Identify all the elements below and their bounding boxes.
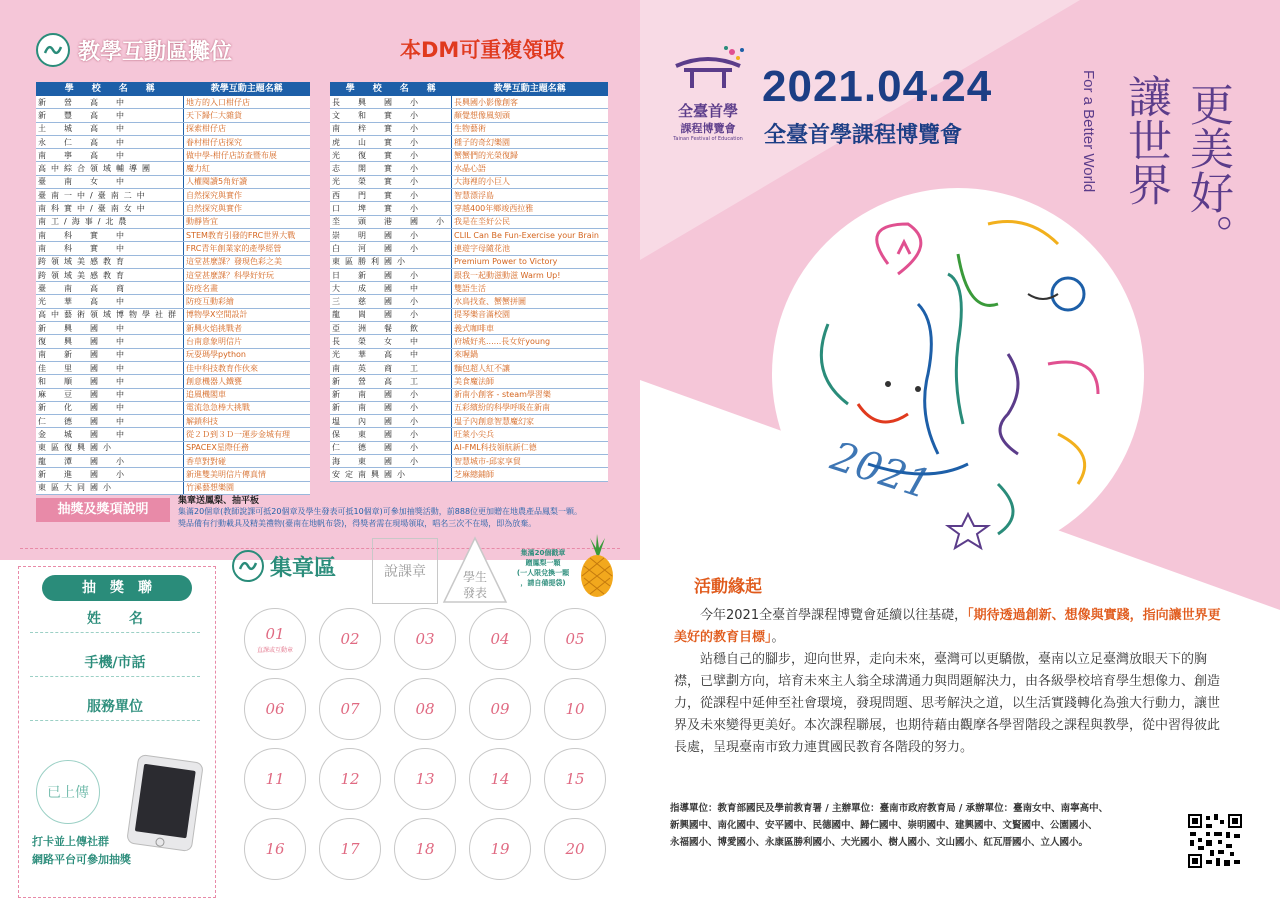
stamp-slot[interactable] xyxy=(244,608,306,670)
pineapple-note-3: (一人限兌換一顆 xyxy=(516,569,570,577)
theme-name: 防疫互動彩繪 xyxy=(184,295,311,308)
school-name: 長 榮 女 中 xyxy=(330,335,452,348)
stamp-number: 19 xyxy=(490,840,510,858)
theme-name: 五彩繽紛的科學呼吸在新南 xyxy=(452,401,609,414)
theme-name: 芝麻總鋪師 xyxy=(452,468,609,481)
stamp-number: 18 xyxy=(415,840,435,858)
theme-name: Premium Power to Victory xyxy=(452,255,609,268)
theme-name: 竹溪藝想樂園 xyxy=(184,481,311,494)
table-row xyxy=(330,162,608,175)
school-name: 文 和 實 小 xyxy=(330,109,452,122)
uploaded-stamp xyxy=(36,760,100,824)
stamp-slot[interactable] xyxy=(244,818,306,880)
school-name: 仁 德 國 中 xyxy=(36,415,184,428)
table-row xyxy=(36,361,310,374)
theme-name: SPACEX星際任務 xyxy=(184,441,311,454)
theme-name: 佳中科技教育作伙來 xyxy=(184,361,311,374)
school-name: 安定南興國小 xyxy=(330,468,452,481)
logo-line-1: 全臺首學 xyxy=(677,102,738,120)
origin-p1a: 今年2021全臺首學課程博覽會延續以往基礎， xyxy=(700,608,968,623)
school-table-right xyxy=(330,82,608,482)
theme-name: 自然探究與實作 xyxy=(184,202,311,215)
form-unit-underline[interactable] xyxy=(30,720,200,721)
lecture-stamp-box xyxy=(372,538,438,604)
col-theme-header: 教學互動主題名稱 xyxy=(184,82,311,96)
origin-title: 活動緣起 xyxy=(694,577,762,597)
origin-body xyxy=(674,605,1226,759)
uploaded-label: 已上傳 xyxy=(47,785,89,801)
stamp-number: 15 xyxy=(565,770,585,788)
theme-name: 動靜皆宜 xyxy=(184,215,311,228)
stamp-slot[interactable] xyxy=(544,608,606,670)
theme-name: 做中學-柑仔店訪查暨布展 xyxy=(184,149,311,162)
stamp-slot[interactable] xyxy=(244,678,306,740)
school-name: 新 興 國 中 xyxy=(36,322,184,335)
table-row xyxy=(36,268,310,281)
table-row xyxy=(36,308,310,321)
credits-line-1: 指導單位：教育部國民及學前教育署 / 主辦單位：臺南市政府教育局 / 承辦單位：臺南女中、南寧高中、 xyxy=(670,803,1109,814)
table-row xyxy=(36,96,310,109)
table-row xyxy=(36,415,310,428)
form-name-underline[interactable] xyxy=(30,632,200,633)
stamp-number: 20 xyxy=(565,840,585,858)
table-row xyxy=(330,175,608,188)
table-row xyxy=(36,175,310,188)
table-row xyxy=(36,122,310,135)
school-name: 志 開 實 小 xyxy=(330,162,452,175)
school-name: 南工/海事/北農 xyxy=(36,215,184,228)
theme-name: 從２Ｄ到３Ｄ一運步金城有理 xyxy=(184,428,311,441)
form-title: 抽 獎 聯 xyxy=(42,575,192,601)
theme-name: 大海裡的小巨人 xyxy=(452,175,609,188)
stamp-slot[interactable] xyxy=(244,748,306,810)
stamp-slot[interactable] xyxy=(469,608,531,670)
stamp-title-group xyxy=(232,550,336,582)
school-name: 高中藝術領域博物學社群 xyxy=(36,308,184,321)
theme-name: 防疫名畫 xyxy=(184,282,311,295)
theme-name: 水鳥找查、蟹蟹拼圖 xyxy=(452,295,609,308)
theme-name: 新進雙美明信片傳真情 xyxy=(184,468,311,481)
theme-name: 義式咖啡車 xyxy=(452,322,609,335)
school-name: 南 新 國 中 xyxy=(36,348,184,361)
table-row xyxy=(36,215,310,228)
school-name: 三 慈 國 小 xyxy=(330,295,452,308)
table-row xyxy=(330,388,608,401)
table-row xyxy=(36,202,310,215)
logo-en: Tainan Festival of Education xyxy=(673,136,743,142)
table-row xyxy=(36,455,310,468)
theme-name: 自然探究與實作 xyxy=(184,189,311,202)
event-name: 全臺首學課程博覽會 xyxy=(764,123,963,148)
world-illustration xyxy=(768,184,1148,564)
qr-code-icon[interactable] xyxy=(1186,812,1244,870)
table-row xyxy=(330,228,608,241)
table-row xyxy=(330,149,608,162)
theme-name: CLIL Can Be Fun-Exercise your Brain xyxy=(452,228,609,241)
table-row xyxy=(36,335,310,348)
stamp-number: 17 xyxy=(340,840,360,858)
school-name: 口 埤 實 小 xyxy=(330,202,452,215)
table-row xyxy=(330,441,608,454)
school-name: 跨領域美感教育 xyxy=(36,255,184,268)
table-row xyxy=(330,375,608,388)
theme-name: 來喔鍋 xyxy=(452,348,609,361)
theme-name: 香草對對碰 xyxy=(184,455,311,468)
school-name: 復 興 國 中 xyxy=(36,335,184,348)
school-name: 永 仁 高 中 xyxy=(36,135,184,148)
stamp-slot[interactable] xyxy=(394,608,456,670)
school-name: 臺 南 女 中 xyxy=(36,175,184,188)
theme-name: 旺萊小尖兵 xyxy=(452,428,609,441)
table-row xyxy=(330,268,608,281)
credits-line-3: 永福國小、博愛國小、永康區勝利國小、大光國小、樹人國小、文山國小、紅瓦厝國小、立人國小。 xyxy=(670,837,1089,848)
theme-name: 府城好兆......長女好young xyxy=(452,335,609,348)
table-row xyxy=(330,135,608,148)
stamp-sub-label: 直課或互動章 xyxy=(256,646,293,654)
school-name: 坔 頭 港 國 小 xyxy=(330,215,452,228)
school-name: 臺 南 高 商 xyxy=(36,282,184,295)
student-present-label-1: 學生 xyxy=(462,570,487,584)
school-name: 新 南 國 小 xyxy=(330,388,452,401)
school-name: 新 豐 高 中 xyxy=(36,109,184,122)
table-row xyxy=(36,388,310,401)
origin-p1b: 「期待透過創新、想像與實踐，指向讓世界更美好的教育目標」 xyxy=(674,608,1221,645)
school-name: 光 榮 實 小 xyxy=(330,175,452,188)
theme-name: 解鎖科技 xyxy=(184,415,311,428)
theme-name: 這堂甚麼課？發現色彩之美 xyxy=(184,255,311,268)
theme-name: 穿越400年鄉竣西拉雅 xyxy=(452,202,609,215)
table-row xyxy=(330,242,608,255)
theme-name: 提琴樂音滿校園 xyxy=(452,308,609,321)
school-name: 光 華 高 中 xyxy=(330,348,452,361)
stamp-slot[interactable] xyxy=(544,818,606,880)
school-name: 新 化 國 中 xyxy=(36,401,184,414)
theme-name: 博物學X空間設計 xyxy=(184,308,311,321)
theme-name: 玩耍瑪學python xyxy=(184,348,311,361)
stamp-slot[interactable] xyxy=(544,748,606,810)
col-school-header: 學 校 名 稱 xyxy=(36,82,184,96)
table-row xyxy=(36,348,310,361)
lottery-desc-1: 集滿20個章(教師說課可抵20個章及學生發表可抵10個章)可參加抽獎活動，前888位更加贈在地農產品鳳梨一顆。 xyxy=(178,507,583,516)
table-row xyxy=(36,242,310,255)
table-row xyxy=(36,468,310,481)
table-row xyxy=(330,415,608,428)
school-table-left xyxy=(36,82,310,495)
stamp-title: 集章區 xyxy=(270,555,337,581)
checkin-note-1: 打卡並上傳社群 xyxy=(32,835,109,848)
year-art: 2021 xyxy=(825,433,937,509)
stamp-slot[interactable] xyxy=(319,608,381,670)
school-name: 仁 德 國 小 xyxy=(330,441,452,454)
checkin-note-2: 網路平台可參加抽獎 xyxy=(32,853,131,866)
school-name: 臺南一中/臺南二中 xyxy=(36,189,184,202)
school-name: 新 南 國 小 xyxy=(330,401,452,414)
tablet-icon xyxy=(126,754,204,852)
school-name: 保 東 國 小 xyxy=(330,428,452,441)
lecture-stamp-label: 說課章 xyxy=(384,564,426,580)
logo-line-2: 課程博覽會 xyxy=(680,122,736,135)
table-row xyxy=(36,441,310,454)
table-row xyxy=(36,322,310,335)
theme-name: 地方的入口柑仔店 xyxy=(184,96,311,109)
pineapple-icon xyxy=(576,534,618,598)
theme-name: 蟹蟹們的光榮復歸 xyxy=(452,149,609,162)
school-name: 塭 內 國 小 xyxy=(330,415,452,428)
school-name: 土 城 高 中 xyxy=(36,122,184,135)
stamp-slot[interactable] xyxy=(319,748,381,810)
table-row xyxy=(330,348,608,361)
stamp-number: 02 xyxy=(340,630,360,648)
school-name: 南 寧 高 中 xyxy=(36,149,184,162)
student-present-label-2: 發表 xyxy=(462,586,487,600)
theme-name: 這堂甚麼課？科學好好玩 xyxy=(184,268,311,281)
stamp-number: 08 xyxy=(415,700,435,718)
school-name: 麻 豆 國 中 xyxy=(36,388,184,401)
theme-name: STEM教育引發的FRC世界大戰 xyxy=(184,228,311,241)
stamp-number: 03 xyxy=(415,630,435,648)
theme-name: 智慧城市-邱家享貿 xyxy=(452,455,609,468)
pineapple-note xyxy=(508,548,578,588)
theme-name: 天下歸仁大雜貨 xyxy=(184,109,311,122)
school-name: 西 門 實 小 xyxy=(330,189,452,202)
stamp-slot[interactable] xyxy=(319,818,381,880)
school-name: 崇 明 國 小 xyxy=(330,228,452,241)
table-row xyxy=(36,149,310,162)
table-row xyxy=(36,228,310,241)
stamp-number: 16 xyxy=(265,840,285,858)
school-name: 光 復 實 小 xyxy=(330,149,452,162)
lottery-title: 集章送鳳梨、抽平板 xyxy=(178,496,260,506)
stamp-slot[interactable] xyxy=(394,678,456,740)
table-row xyxy=(330,202,608,215)
theme-name: 雙語生活 xyxy=(452,282,609,295)
school-name: 龍 潭 國 小 xyxy=(36,455,184,468)
school-name: 南 梓 實 小 xyxy=(330,122,452,135)
table-row xyxy=(36,481,310,494)
table-row xyxy=(330,361,608,374)
col-school-header: 學 校 名 稱 xyxy=(330,82,452,96)
stamp-slot[interactable] xyxy=(394,818,456,880)
table-row xyxy=(36,401,310,414)
theme-name: 智慧漂浮島 xyxy=(452,189,609,202)
theme-name: 新南小創客 - steam學習樂 xyxy=(452,388,609,401)
theme-name: 新興火焰挑戰者 xyxy=(184,322,311,335)
table-row xyxy=(36,295,310,308)
theme-name: 台南意象明信片 xyxy=(184,335,311,348)
pineapple-note-2: 贈鳳梨一顆 xyxy=(525,559,561,567)
theme-name: 種子的奇幻樂園 xyxy=(452,135,609,148)
theme-name: 我是在坔好公民 xyxy=(452,215,609,228)
form-phone-label: 手機/市話 xyxy=(84,655,146,671)
school-name: 日 新 國 小 xyxy=(330,268,452,281)
school-name: 南 科 實 中 xyxy=(36,228,184,241)
stamp-number: 04 xyxy=(490,630,510,648)
section-title-group xyxy=(36,32,232,68)
table-row xyxy=(330,215,608,228)
lottery-tab: 抽獎及獎項說明 xyxy=(36,498,170,522)
table-row xyxy=(36,189,310,202)
table-row xyxy=(330,295,608,308)
event-date: 2021.04.24 xyxy=(762,62,993,111)
theme-name: 麵包超人紅不讓 xyxy=(452,361,609,374)
table-row xyxy=(330,109,608,122)
theme-name: 創意機器人鐵甕 xyxy=(184,375,311,388)
table-row xyxy=(330,96,608,109)
theme-name: 美食魔法師 xyxy=(452,375,609,388)
table-row xyxy=(330,189,608,202)
school-name: 新 營 高 工 xyxy=(330,375,452,388)
theme-name: 電流急急棒大挑戰 xyxy=(184,401,311,414)
school-name: 佳 里 國 中 xyxy=(36,361,184,374)
stamp-number: 14 xyxy=(490,770,510,788)
table-row xyxy=(330,122,608,135)
table-row xyxy=(36,255,310,268)
stamp-slot[interactable] xyxy=(469,678,531,740)
table-row xyxy=(330,255,608,268)
school-name: 東區復興國小 xyxy=(36,441,184,454)
school-name: 龍 崗 國 小 xyxy=(330,308,452,321)
table-row xyxy=(36,162,310,175)
table-row xyxy=(330,322,608,335)
lottery-desc-2: 獎品備有行動載具及精美禮物(臺南在地帆布袋)，得獎者需在現場領取，唱名三次不在場，即為放棄。 xyxy=(178,519,537,528)
theme-name: 人權閱讀5角好讀 xyxy=(184,175,311,188)
school-name: 光 華 高 中 xyxy=(36,295,184,308)
theme-name: 魔力紅 xyxy=(184,162,311,175)
stamp-slot[interactable] xyxy=(469,818,531,880)
table-row xyxy=(330,308,608,321)
stamp-slot[interactable] xyxy=(544,678,606,740)
school-name: 高中綜合領域輔導團 xyxy=(36,162,184,175)
pineapple-note-4: ，請自備提袋) xyxy=(520,579,566,587)
stamp-number: 06 xyxy=(265,700,285,718)
theme-name: 生物藝術 xyxy=(452,122,609,135)
interaction-logo-icon xyxy=(36,33,70,67)
school-name: 海 東 國 小 xyxy=(330,455,452,468)
table-row xyxy=(330,455,608,468)
slogan-col-1: 更美好。 xyxy=(1182,82,1233,258)
theme-name: 跟我一起動滋動滋 Warm Up! xyxy=(452,268,609,281)
theme-name: FRC青年創業家的產學經營 xyxy=(184,242,311,255)
theme-name: 眷村柑仔店探究 xyxy=(184,135,311,148)
table-row xyxy=(330,335,608,348)
table-row xyxy=(330,401,608,414)
stamp-slot[interactable] xyxy=(394,748,456,810)
origin-p1c: 。 xyxy=(771,630,785,645)
theme-name: 追風機閣車 xyxy=(184,388,311,401)
slogan-col-2: 讓世界 xyxy=(1120,74,1171,206)
reuse-note: 本DM可重複領取 xyxy=(400,38,565,62)
theme-name: 水晶心語 xyxy=(452,162,609,175)
theme-name: 連遊字母隨花池 xyxy=(452,242,609,255)
school-name: 大 成 國 中 xyxy=(330,282,452,295)
table-row xyxy=(36,282,310,295)
stamp-number: 09 xyxy=(490,700,510,718)
stamp-number: 05 xyxy=(565,630,585,648)
credits-line-2: 新興國中、南化國中、安平國中、民德國中、歸仁國中、崇明國中、建興國中、文賢國中、公園國小、 xyxy=(670,820,1098,831)
form-unit-label: 服務單位 xyxy=(87,699,143,715)
stamp-number: 10 xyxy=(565,700,585,718)
pineapple-note-1: 集滿20個戳章 xyxy=(520,549,566,557)
theme-name: 探索柑仔店 xyxy=(184,122,311,135)
school-name: 長 興 國 小 xyxy=(330,96,452,109)
school-name: 白 河 國 小 xyxy=(330,242,452,255)
table-row xyxy=(330,282,608,295)
school-name: 亞 洲 餐 飲 xyxy=(330,322,452,335)
slogan-en: For a Better World xyxy=(1080,70,1097,193)
stamp-number: 12 xyxy=(340,770,360,788)
school-name: 虎 山 實 小 xyxy=(330,135,452,148)
stamp-number: 07 xyxy=(340,700,360,718)
origin-paragraph-1 xyxy=(674,605,1226,649)
table-row xyxy=(36,428,310,441)
school-name: 新 營 高 中 xyxy=(36,96,184,109)
school-name: 南科實中/臺南女中 xyxy=(36,202,184,215)
origin-paragraph-2: 站穩自己的腳步，迎向世界，走向未來，臺灣可以更驕傲，臺南以立足臺灣放眼天下的胸襟，已擘劃方向，培育未來主人翁全球溝通力與問題解決力，由各級學校培育學生想像力、創造力，從課程中延伸至社會環境，發現問題、思考解決之道，以生活實踐轉化為強大行動力，讓世界及未來變得更美好。本次課程聯展，也期待藉由觀摩各學習階段之課程與教學，從中習得彼此長處，呈現臺南市致力連貫國民教育各階段的努力。 xyxy=(674,652,1221,755)
school-name: 新 進 國 小 xyxy=(36,468,184,481)
form-name-label: 姓 名 xyxy=(87,611,143,627)
theme-name: 長興國小影像創客 xyxy=(452,96,609,109)
theme-name: 顏覺想像風刻頭 xyxy=(452,109,609,122)
stamp-slot[interactable] xyxy=(319,678,381,740)
table-row xyxy=(330,428,608,441)
form-phone-underline[interactable] xyxy=(30,676,200,677)
school-name: 東區大同國小 xyxy=(36,481,184,494)
section-title: 教學互動區攤位 xyxy=(78,39,233,65)
school-name: 南 科 實 中 xyxy=(36,242,184,255)
table-row xyxy=(36,109,310,122)
table-row xyxy=(36,135,310,148)
stamp-logo-icon xyxy=(232,550,264,582)
theme-name: AI-FML科技領航新仁德 xyxy=(452,441,609,454)
col-theme-header: 教學互動主題名稱 xyxy=(452,82,609,96)
table-row xyxy=(330,468,608,481)
school-name: 金 城 國 中 xyxy=(36,428,184,441)
stamp-number: 13 xyxy=(415,770,435,788)
school-name: 和 順 國 中 xyxy=(36,375,184,388)
stamp-slot[interactable] xyxy=(469,748,531,810)
stamp-number: 01 xyxy=(265,624,285,643)
school-name: 南 英 商 工 xyxy=(330,361,452,374)
theme-name: 塭子內創意智慧魔幻家 xyxy=(452,415,609,428)
school-name: 東區勝利國小 xyxy=(330,255,452,268)
school-name: 跨領域美感教育 xyxy=(36,268,184,281)
credits xyxy=(670,800,1108,851)
stamp-number: 11 xyxy=(265,770,285,788)
table-row xyxy=(36,375,310,388)
